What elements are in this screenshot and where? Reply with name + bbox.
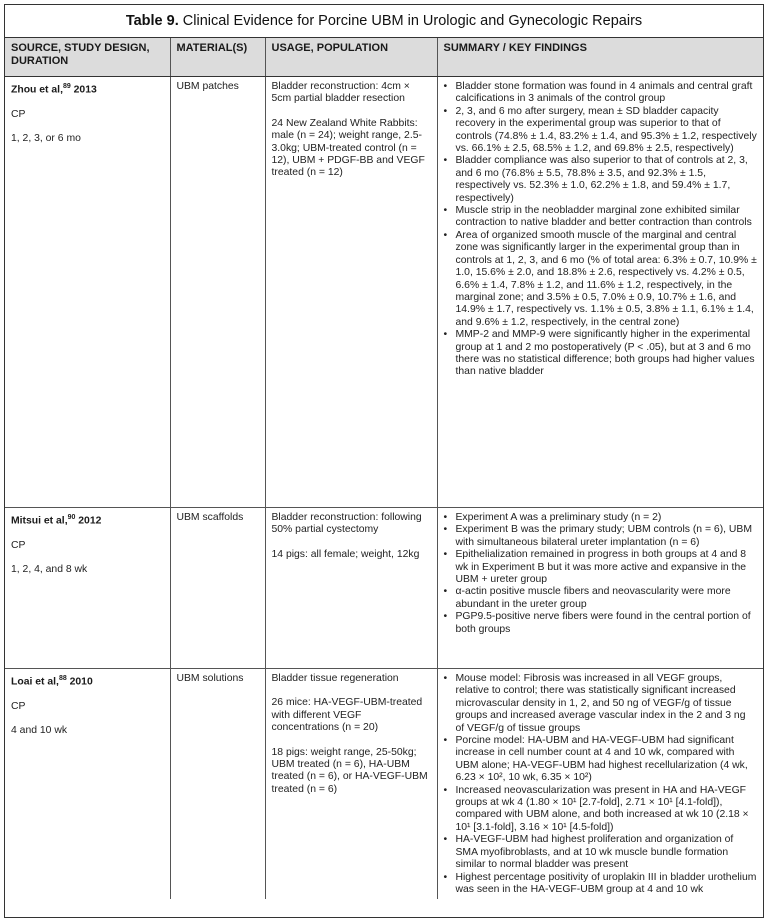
finding-item: • Bladder compliance was also superior to that of controls at 2, 3, and 6 mo (76.8% ± 5.5, 78.8% ± 3.5, and 92.3% ± 1.5, respectively vs. 52.3% ± 1.0, 62.2% ± 1.8, and 59.4% ± 1.7, respectively) — [444, 155, 758, 205]
usage-text: Bladder reconstruction: 4cm × 5cm partial bladder resection — [271, 81, 410, 105]
source-cell — [5, 77, 170, 508]
findings-list — [444, 673, 758, 896]
finding-item: • Experiment B was the primary study; UBM controls (n = 6), UBM with simultaneous bilateral ureter implantation (n = 6) — [444, 524, 758, 549]
study-source: Zhou et al,$^{89}$ 2013 — [11, 83, 97, 96]
population-text: 24 New Zealand White Rabbits: male (n = 24); weight range, 2.5-3.0kg; UBM-treated control (n = 12), UBM + PDGF-BB and VEGF treated (n = 12) — [271, 117, 425, 179]
population-text: 26 mice: HA-VEGF-UBM-treated with different VEGF concentrations (n = 20) — [271, 697, 423, 734]
study-source: Loai et al,$^{88}$ 2010 — [11, 675, 93, 688]
finding-item: • Increased neovascularization was present in HA and HA-VEGF groups at wk 4 (1.80 × 10¹ [2.7-fold], 2.71 × 10¹ [4.1-fold]), compared with UBM alone, and both increased at wk 10 (2.18 × 10¹ [3.1-fold], 3.16 × 10¹ [4.5-fold]) — [444, 785, 758, 835]
study-design: CP — [11, 700, 26, 712]
study-design: CP — [11, 108, 26, 120]
findings-cell — [437, 77, 763, 508]
evidence-table — [5, 38, 763, 899]
population-text: 18 pigs: weight range, 25-50kg; UBM treated (n = 6), HA-UBM treated (n = 6), or HA-VEGF-UBM treated (n = 6) — [271, 746, 428, 795]
study-duration: 4 and 10 wk — [11, 725, 68, 737]
finding-item: • Experiment A was a preliminary study (n = 2) — [444, 512, 758, 524]
table-title-text: Clinical Evidence for Porcine UBM in Urologic and Gynecologic Repairs — [182, 13, 643, 29]
findings-list — [444, 512, 758, 636]
findings-list — [444, 81, 758, 379]
finding-item: • Mouse model: Fibrosis was increased in all VEGF groups, relative to control; there was statistically significant increased microvascular density in 1, 2, and 50 ng of VEGF/g of tissue groups and increased average vascular index in the 2 and 3 ng of VEGF/g of tissue groups — [444, 673, 758, 735]
header-summary: SUMMARY / KEY FINDINGS — [437, 38, 763, 77]
usage-cell — [265, 508, 437, 669]
findings-cell — [437, 508, 763, 669]
header-usage: USAGE, POPULATION — [265, 38, 437, 77]
usage-text: Bladder reconstruction: following 50% partial cystectomy — [271, 512, 422, 536]
table-title — [5, 5, 763, 38]
ref-number: 90 — [67, 514, 76, 521]
source-cell — [5, 508, 170, 669]
findings-cell — [437, 669, 763, 900]
usage-cell — [265, 77, 437, 508]
table-title-label: Table 9. — [125, 13, 179, 29]
study-duration: 1, 2, 4, and 8 wk — [11, 564, 88, 576]
material-cell: UBM patches — [170, 77, 265, 508]
finding-item: • Bladder stone formation was found in 4 animals and central graft calcifications in 3 animals of the control group — [444, 81, 758, 106]
study-duration: 1, 2, 3, or 6 mo — [11, 133, 81, 145]
header-material: MATERIAL(S) — [170, 38, 265, 77]
table-row — [5, 77, 763, 508]
material-cell: UBM scaffolds — [170, 508, 265, 669]
usage-cell — [265, 669, 437, 900]
finding-item: • α-actin positive muscle fibers and neovascularity were more abundant in the ureter group — [444, 586, 758, 611]
header-row — [5, 38, 763, 77]
ref-number: 89 — [62, 83, 71, 90]
finding-item: • Highest percentage positivity of uroplakin III in bladder urothelium was seen in the HA-VEGF-UBM group at 4 and 10 wk — [444, 872, 758, 897]
finding-item: • PGP9.5-positive nerve fibers were found in the central portion of both groups — [444, 611, 758, 636]
finding-item: • Area of organized smooth muscle of the marginal and central zone was significantly larger in the experimental group than in controls at 1, 2, 3, and 6 mo (% of total area: 6.3% ± 0.7, 10.9% ± 1.0, 15.6% ± 2.0, and 18.8% ± 2.6, respectively vs. 4.2% ± 0.5, 6.6% ± 1.4, 7.8% ± 1.2, and 11.6% ± 1.2, respectively, in the marginal zone; and 3.5% ± 0.5, 7.0% ± 0.9, 10.7% ± 1.6, and 14.9% ± 1.7, respectively vs. 1.1% ± 0.5, 3.8% ± 1.1, 6.1% ± 1.4, and 9.6% ± 1.2, respectively, in the central zone) — [444, 230, 758, 329]
study-source: Mitsui et al,$^{90}$ 2012 — [11, 514, 102, 527]
header-source: SOURCE, STUDY DESIGN, DURATION — [5, 38, 170, 77]
finding-item: • MMP-2 and MMP-9 were significantly higher in the experimental group at 1 and 2 mo postoperatively (P < .05), but at 3 and 6 mo there was no statistical difference; both groups had higher values than native bladder — [444, 329, 758, 379]
table-row — [5, 669, 763, 900]
finding-item: • Porcine model: HA-UBM and HA-VEGF-UBM had significant increase in cell number count at 4 and 10 wk, compared with UBM alone; HA-VEGF-UBM had highest recellularization (4 wk, 6.23 × 10², 10 wk, 6.35 × 10²) — [444, 735, 758, 785]
finding-item: • 2, 3, and 6 mo after surgery, mean ± SD bladder capacity recovery in the experimental group was superior to that of controls (74.8% ± 1.4, 83.2% ± 1.4, and 95.3% ± 1.2, respectively vs. 66.1% ± 2.5, 68.5% ± 1.2, and 69.8% ± 2.5, respectively) — [444, 106, 758, 156]
table-frame — [4, 4, 764, 918]
finding-item: • HA-VEGF-UBM had highest proliferation and organization of SMA myofibroblasts, and at 10 wk muscle bundle formation similar to normal bladder was present — [444, 834, 758, 871]
study-design: CP — [11, 539, 26, 551]
finding-item: • Muscle strip in the neobladder marginal zone exhibited similar contraction to native bladder and better contraction than controls — [444, 205, 758, 230]
material-cell: UBM solutions — [170, 669, 265, 900]
usage-text: Bladder tissue regeneration — [271, 673, 399, 684]
ref-number: 88 — [58, 675, 67, 682]
finding-item: • Epithelialization remained in progress in both groups at 4 and 8 wk in Experiment B but it was more active and expansive in the UBM + ureter group — [444, 549, 758, 586]
source-cell — [5, 669, 170, 900]
population-text: 14 pigs: all female; weight, 12kg — [271, 548, 420, 560]
table-row — [5, 508, 763, 669]
